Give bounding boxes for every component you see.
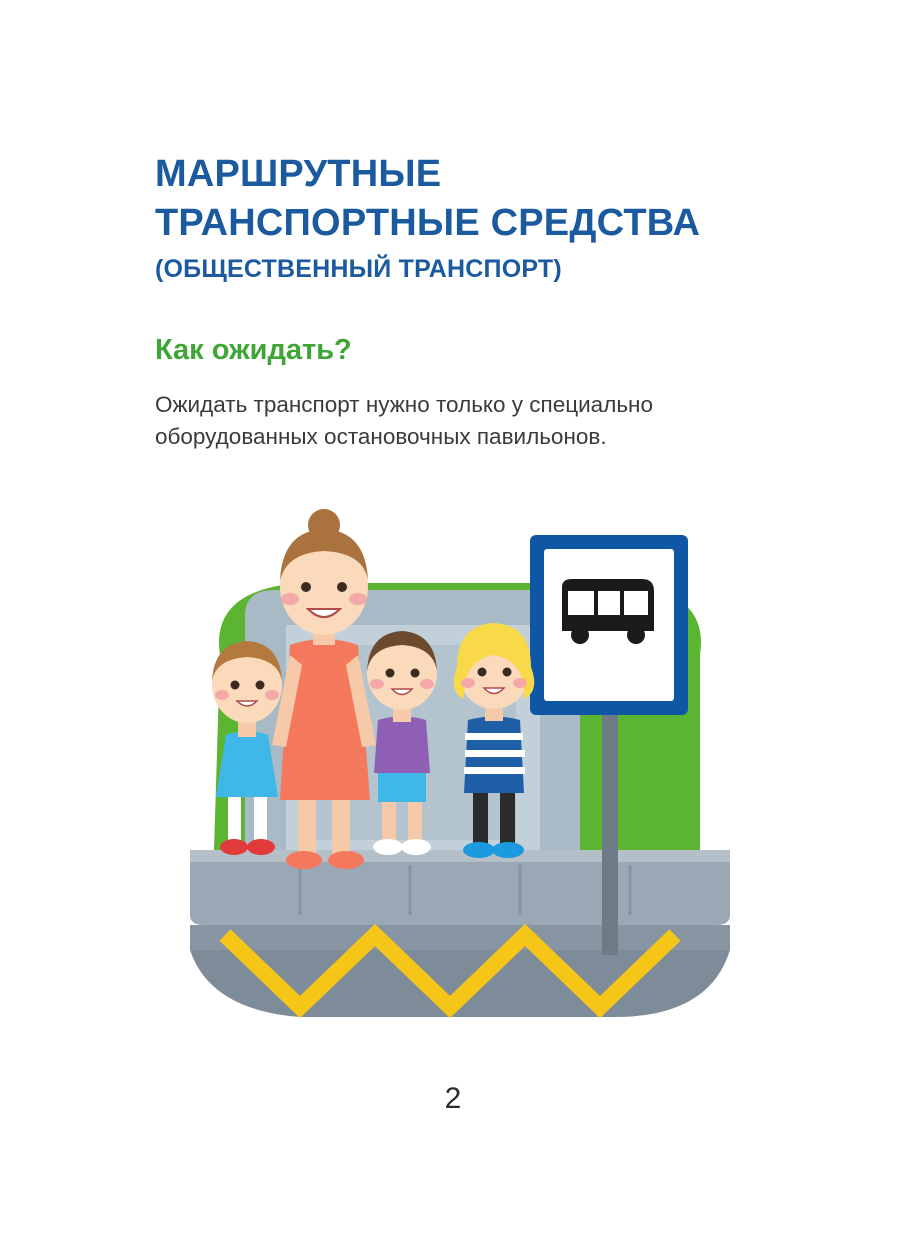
page-title-line-1: МАРШРУТНЫЕ — [155, 153, 442, 195]
page-title — [155, 150, 775, 247]
text-content — [155, 150, 775, 453]
page-number: 2 — [444, 1082, 462, 1115]
body-paragraph: Ожидать транспорт нужно только у специально оборудованных остановочных павильонов. — [155, 392, 653, 450]
page-title-line-2: ТРАНСПОРТНЫЕ СРЕДСТВА — [155, 201, 701, 244]
illustration — [150, 495, 770, 1065]
platform — [190, 850, 730, 950]
page-subtitle: (ОБЩЕСТВЕННЫЙ ТРАНСПОРТ) — [155, 255, 562, 284]
section-heading: Как ожидать? — [155, 334, 352, 367]
